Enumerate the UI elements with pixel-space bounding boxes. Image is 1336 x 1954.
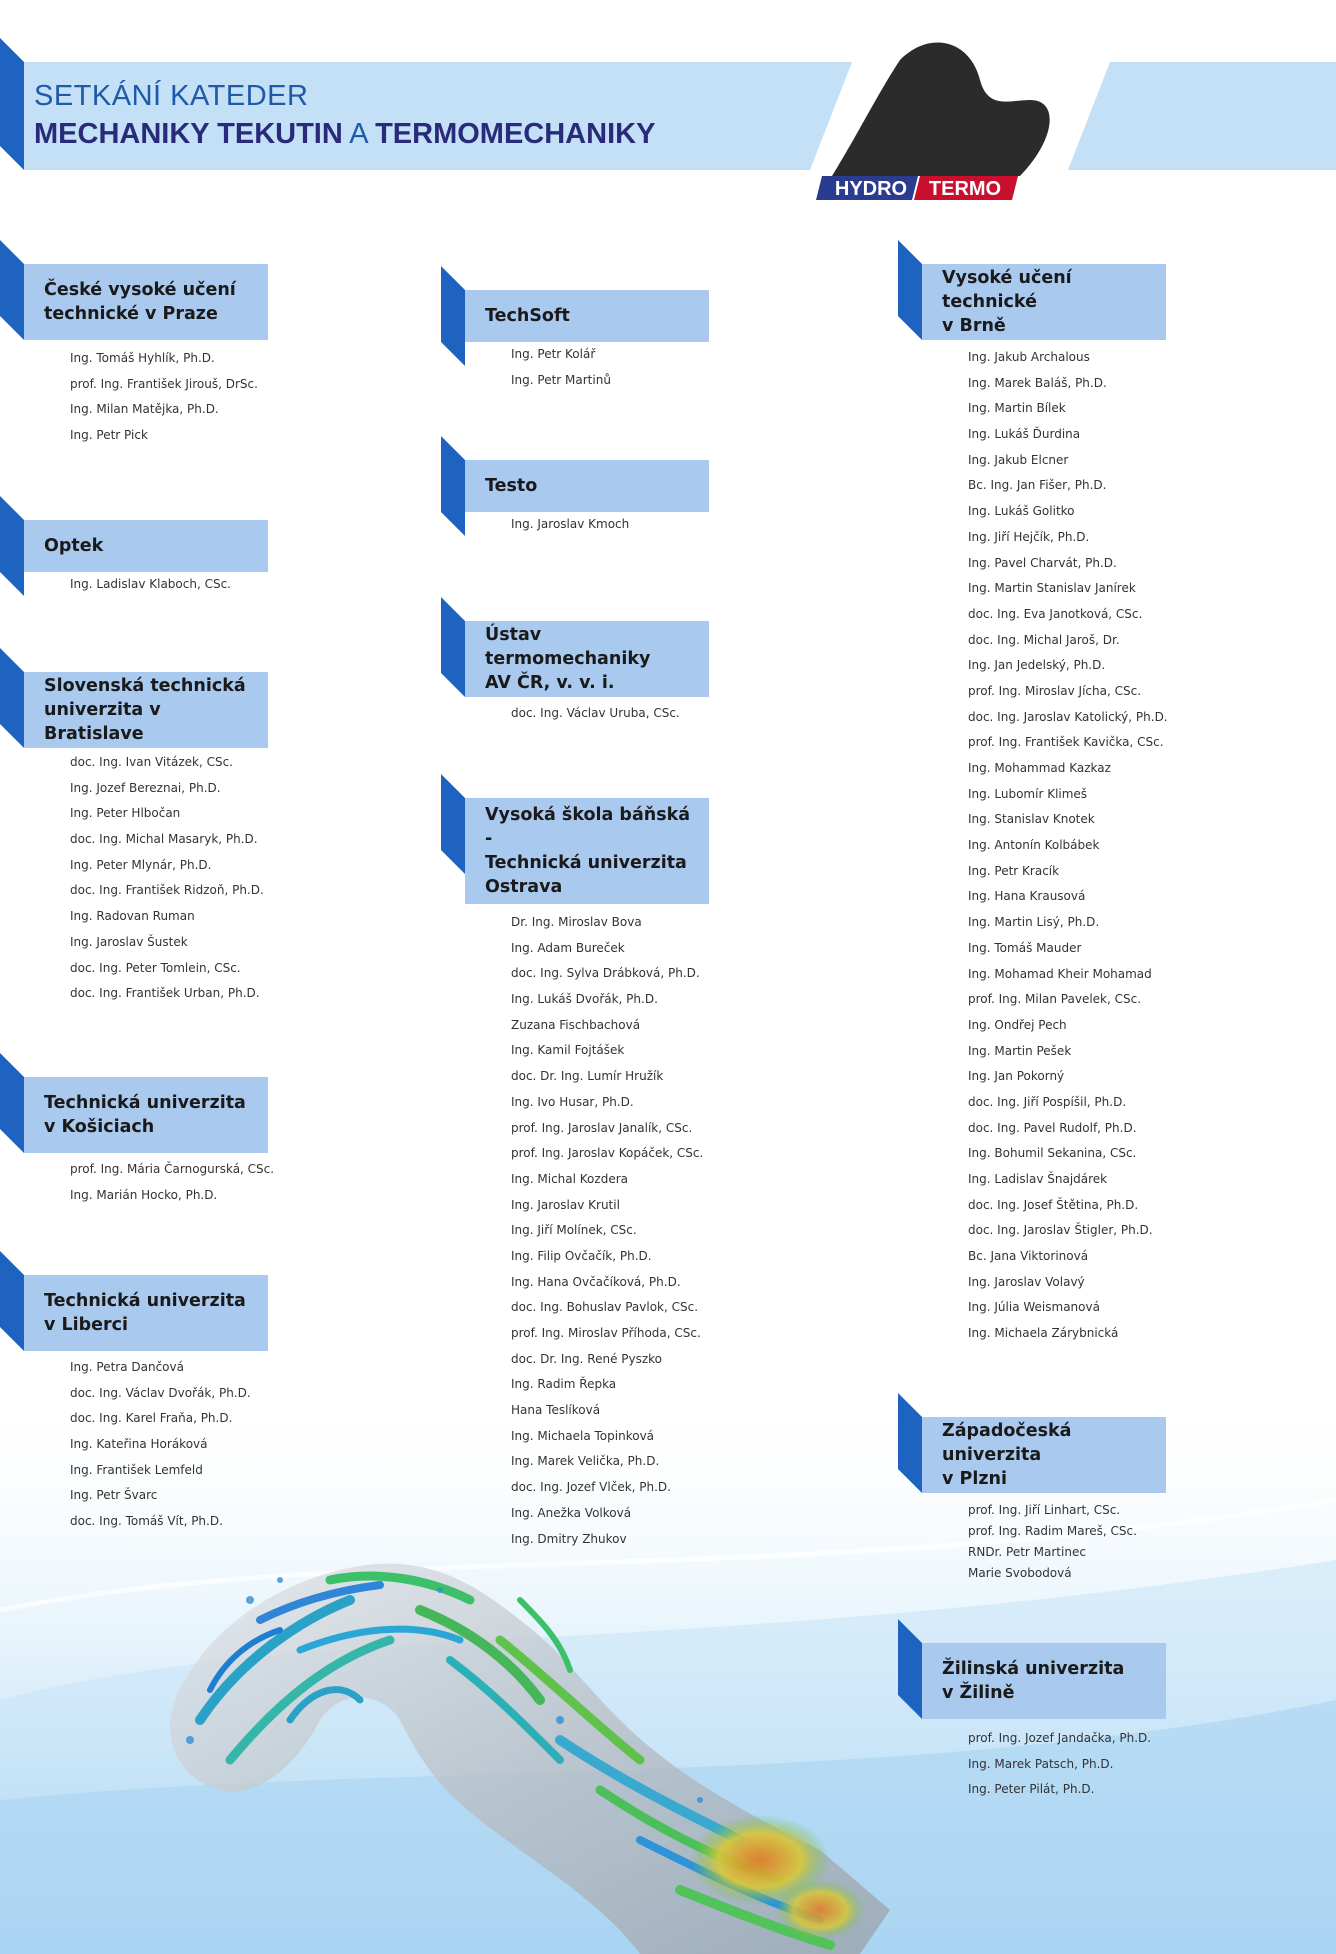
page-title-line1: SETKÁNÍ KATEDER xyxy=(34,80,309,112)
person: Dr. Ing. Miroslav Bova xyxy=(511,915,642,929)
institution-name: TechSoft xyxy=(485,306,570,326)
person: Zuzana Fischbachová xyxy=(511,1017,641,1032)
person: Ing. Marek Velička, Ph.D. xyxy=(511,1454,660,1469)
person: Ing. Pavel Charvát, Ph.D. xyxy=(968,555,1117,570)
person: Ing. Peter Hlbočan xyxy=(70,806,181,821)
institution-name: Západočeská univerzita v Plzni xyxy=(942,1421,1072,1489)
accent-triangle xyxy=(0,1251,26,1351)
person: doc. Ing. František Urban, Ph.D. xyxy=(70,986,260,1001)
person: Ing. Radovan Ruman xyxy=(70,909,195,924)
institution-header xyxy=(24,1275,268,1351)
accent-triangle xyxy=(0,648,26,748)
people-list-tul xyxy=(70,1355,251,1535)
person: doc. Ing. Karel Fraňa, Ph.D. xyxy=(70,1411,233,1426)
title-part-a: MECHANIKY TEKUTIN xyxy=(34,118,343,150)
people-list-optek xyxy=(70,572,231,598)
institution-header xyxy=(24,520,268,572)
institution-name: Žilinská univerzita v Žilině xyxy=(942,1659,1125,1703)
person: doc. Ing. Pavel Rudolf, Ph.D. xyxy=(968,1120,1137,1135)
person: prof. Ing. Radim Mareš, CSc. xyxy=(968,1524,1137,1538)
person: Ing. Martin Bílek xyxy=(968,401,1066,416)
person: doc. Ing. Ivan Vitázek, CSc. xyxy=(70,755,233,769)
person: Bc. Jana Viktorinová xyxy=(968,1249,1089,1264)
person: Ing. Peter Pilát, Ph.D. xyxy=(968,1782,1095,1797)
institution-header xyxy=(465,290,709,342)
person: Ing. Petr Švarc xyxy=(70,1488,158,1503)
title-conjunction: A xyxy=(342,118,376,150)
institution-header xyxy=(465,460,709,512)
person: Ing. Jiří Hejčík, Ph.D. xyxy=(968,529,1090,544)
person: Ing. Lukáš Dvořák, Ph.D. xyxy=(511,992,658,1007)
people-list-uniza xyxy=(968,1726,1151,1803)
person: Ing. Mohammad Kazkaz xyxy=(968,761,1111,775)
person: Ing. Michaela Zárybnická xyxy=(968,1326,1119,1341)
person: Ing. Hana Krausová xyxy=(968,889,1086,904)
person: prof. Ing. Jaroslav Kopáček, CSc. xyxy=(511,1146,704,1161)
accent-triangle xyxy=(0,496,26,596)
accent-triangle xyxy=(898,240,924,340)
institution-name: Technická univerzita v Košiciach xyxy=(44,1093,246,1137)
person: Ing. Marek Baláš, Ph.D. xyxy=(968,375,1107,390)
person: Ing. Peter Mlynár, Ph.D. xyxy=(70,857,212,872)
person: doc. Dr. Ing. Lumír Hružík xyxy=(511,1069,664,1084)
person: Ing. Stanislav Knotek xyxy=(968,812,1095,827)
people-list-vut xyxy=(968,345,1168,1347)
person: Ing. Adam Bureček xyxy=(511,940,625,955)
person: Ing. Milan Matějka, Ph.D. xyxy=(70,402,219,417)
person: Ing. Hana Ovčačíková, Ph.D. xyxy=(511,1274,681,1289)
person: prof. Ing. Jozef Jandačka, Ph.D. xyxy=(968,1731,1152,1745)
person: Ing. Filip Ovčačík, Ph.D. xyxy=(511,1248,652,1263)
accent-triangle xyxy=(0,1053,26,1153)
page-title-line2 xyxy=(34,118,655,151)
person: Hana Teslíková xyxy=(511,1403,601,1418)
people-list-vsb xyxy=(511,910,703,1552)
person: doc. Ing. Václav Dvořák, Ph.D. xyxy=(70,1385,251,1400)
institution-header xyxy=(922,1417,1166,1493)
institution-name: Ústav termomechaniky AV ČR, v. v. i. xyxy=(485,625,651,693)
person: doc. Ing. Peter Tomlein, CSc. xyxy=(70,960,241,975)
person: Ing. Jaroslav Volavý xyxy=(968,1274,1085,1289)
institution-name: Vysoká škola báňská - Technická univerzita Ostrava xyxy=(485,805,691,897)
person: Ing. Petr Pick xyxy=(70,428,148,443)
person: Ing. Tomáš Mauder xyxy=(968,940,1082,955)
person: Ing. Petr Kolář xyxy=(511,347,596,361)
hydro-termo-logo-mark xyxy=(832,43,1050,176)
person: Ing. Marián Hocko, Ph.D. xyxy=(70,1187,218,1202)
person: Ing. Mohamad Kheir Mohamad xyxy=(968,966,1152,981)
accent-triangle xyxy=(441,597,467,697)
institution-name: Vysoké učení technické v Brně xyxy=(942,268,1072,336)
person: prof. Ing. František Jirouš, DrSc. xyxy=(70,376,258,391)
person: prof. Ing. Jaroslav Janalík, CSc. xyxy=(511,1120,693,1135)
accent-triangle xyxy=(898,1393,924,1493)
person: Ing. Ladislav Šnajdárek xyxy=(968,1172,1108,1186)
person: Ing. Radim Řepka xyxy=(511,1377,617,1392)
person: prof. Ing. Milan Pavelek, CSc. xyxy=(968,992,1142,1007)
institution-name: Optek xyxy=(44,536,104,556)
people-list-tuke xyxy=(70,1157,274,1208)
institution-name: České vysoké učení technické v Praze xyxy=(44,280,236,324)
institution-header xyxy=(465,621,709,697)
person: prof. Ing. Miroslav Příhoda, CSc. xyxy=(511,1326,701,1340)
person: Ing. Ladislav Klaboch, CSc. xyxy=(70,577,231,591)
person: Marie Svobodová xyxy=(968,1566,1072,1580)
person: doc. Ing. Tomáš Vít, Ph.D. xyxy=(70,1514,223,1529)
accent-triangle xyxy=(0,240,26,340)
person: Ing. Lukáš Golitko xyxy=(968,504,1075,519)
accent-triangle xyxy=(441,436,467,536)
person: RNDr. Petr Martinec xyxy=(968,1545,1086,1559)
person: Ing. Júlia Weismanová xyxy=(968,1300,1100,1315)
institution-header xyxy=(24,672,268,748)
person: Ing. Ivo Husar, Ph.D. xyxy=(511,1094,634,1109)
person: Ing. Petra Dančová xyxy=(70,1360,184,1374)
institution-header xyxy=(465,798,709,904)
person: doc. Ing. Michal Masaryk, Ph.D. xyxy=(70,832,258,847)
person: Ing. František Lemfeld xyxy=(70,1462,203,1477)
person: Ing. Jakub Elcner xyxy=(968,452,1069,467)
person: Ing. Dmitry Zhukov xyxy=(511,1531,627,1546)
people-list-techsoft xyxy=(511,342,611,393)
institution-header xyxy=(24,1077,268,1153)
person: Ing. Jiří Molínek, CSc. xyxy=(511,1223,637,1238)
person: Bc. Ing. Jan Fišer, Ph.D. xyxy=(968,478,1107,493)
person: doc. Ing. František Ridzoň, Ph.D. xyxy=(70,883,264,898)
institution-name: Testo xyxy=(485,476,538,496)
person: doc. Ing. Bohuslav Pavlok, CSc. xyxy=(511,1300,699,1315)
accent-triangle xyxy=(898,1619,924,1719)
accent-triangle xyxy=(441,774,467,874)
person: Ing. Michaela Topinková xyxy=(511,1428,655,1443)
institution-header xyxy=(922,264,1166,340)
person: Ing. Martin Lisý, Ph.D. xyxy=(968,915,1100,930)
person: Ing. Jozef Bereznai, Ph.D. xyxy=(70,780,221,795)
person: Ing. Tomáš Hyhlík, Ph.D. xyxy=(70,351,215,365)
institution-name: Technická univerzita v Liberci xyxy=(44,1291,246,1335)
people-list-stu xyxy=(70,750,264,1007)
institution-name: Slovenská technická univerzita v Bratislave xyxy=(44,676,246,744)
person: Ing. Martin Stanislav Janírek xyxy=(968,581,1136,596)
people-list-ustav xyxy=(511,701,680,727)
person: Ing. Lukáš Ďurdina xyxy=(968,427,1081,442)
person: Ing. Martin Pešek xyxy=(968,1043,1072,1058)
logo-text-hydro: HYDRO xyxy=(834,178,908,200)
person: Ing. Anežka Volková xyxy=(511,1505,632,1520)
people-list-zcu xyxy=(968,1500,1137,1584)
person: Ing. Petr Kracík xyxy=(968,863,1060,878)
people-list-cvut xyxy=(70,346,258,449)
person: Ing. Kamil Fojtášek xyxy=(511,1043,625,1058)
person: prof. Ing. Mária Čarnogurská, CSc. xyxy=(70,1162,275,1176)
accent-triangle xyxy=(441,266,467,366)
person: doc. Ing. Sylva Drábková, Ph.D. xyxy=(511,966,700,981)
person: Ing. Ondřej Pech xyxy=(968,1017,1067,1032)
person: doc. Ing. Josef Štětina, Ph.D. xyxy=(968,1197,1139,1212)
person: doc. Ing. Jozef Vlček, Ph.D. xyxy=(511,1480,671,1495)
people-list-testo xyxy=(511,512,629,538)
person: Ing. Petr Martinů xyxy=(511,372,611,387)
institution-header xyxy=(922,1643,1166,1719)
person: Ing. Antonín Kolbábek xyxy=(968,838,1100,853)
person: doc. Ing. Václav Uruba, CSc. xyxy=(511,706,680,720)
person: doc. Ing. Eva Janotková, CSc. xyxy=(968,606,1143,621)
person: doc. Ing. Jiří Pospíšil, Ph.D. xyxy=(968,1094,1127,1109)
person: Ing. Lubomír Klimeš xyxy=(968,786,1088,801)
person: prof. Ing. Miroslav Jícha, CSc. xyxy=(968,683,1142,698)
person: Ing. Michal Kozdera xyxy=(511,1171,628,1186)
person: Ing. Jakub Archalous xyxy=(968,350,1090,364)
person: Ing. Kateřina Horáková xyxy=(70,1437,208,1452)
person: prof. Ing. František Kavička, CSc. xyxy=(968,735,1164,750)
person: Ing. Jaroslav Kmoch xyxy=(511,517,630,531)
person: doc. Ing. Michal Jaroš, Dr. xyxy=(968,632,1120,647)
person: Ing. Jan Pokorný xyxy=(968,1069,1065,1084)
person: doc. Dr. Ing. René Pyszko xyxy=(511,1351,663,1366)
person: Ing. Jan Jedelský, Ph.D. xyxy=(968,658,1106,673)
title-part-b: TERMOMECHANIKY xyxy=(375,118,656,150)
header-band xyxy=(0,0,1336,230)
person: Ing. Bohumil Sekanina, CSc. xyxy=(968,1146,1137,1161)
person: Ing. Marek Patsch, Ph.D. xyxy=(968,1756,1114,1771)
person: prof. Ing. Jiří Linhart, CSc. xyxy=(968,1503,1121,1517)
person: Ing. Jaroslav Šustek xyxy=(70,934,188,949)
person: Ing. Jaroslav Krutil xyxy=(511,1197,620,1212)
person: doc. Ing. Jaroslav Štigler, Ph.D. xyxy=(968,1223,1153,1238)
logo-text-termo: TERMO xyxy=(928,178,1002,200)
person: doc. Ing. Jaroslav Katolický, Ph.D. xyxy=(968,709,1168,724)
institution-header xyxy=(24,264,268,340)
